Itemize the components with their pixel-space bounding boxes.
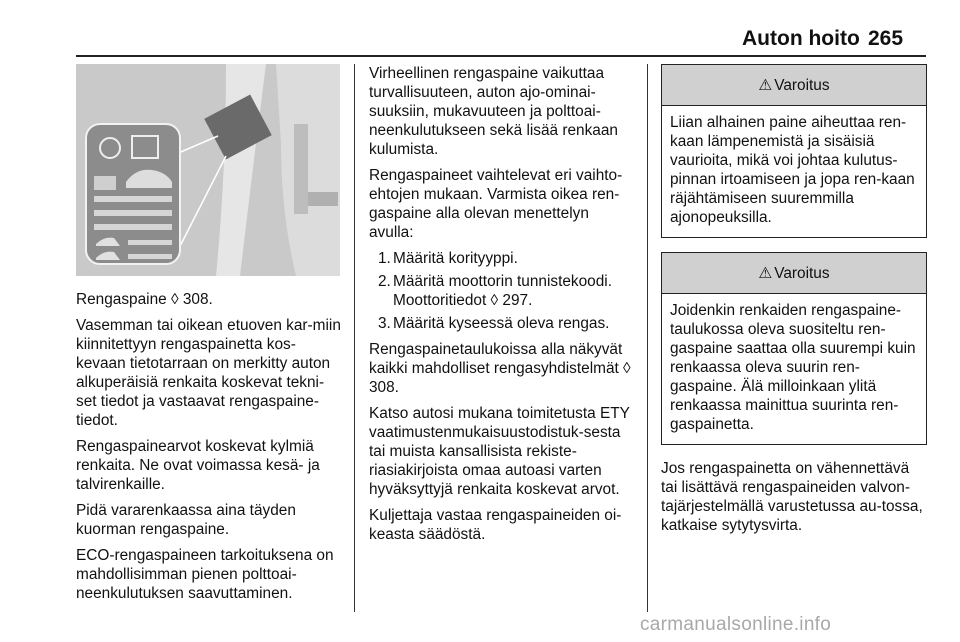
- warning-text: Liian alhainen paine aiheuttaa ren-kaan lämpenemistä ja sisäisiä vaurioita, mikä voi johtaa kulutus-pinnan irtoamiseen ja jopa ren-kaan räjähtämiseen suuremmilla ajonopeuksilla.: [670, 114, 915, 226]
- hinge-shape: [294, 124, 308, 214]
- header-rule: [76, 55, 926, 57]
- fuel-symbol-icon: [94, 176, 116, 190]
- warning-box: [661, 252, 927, 445]
- paragraph: Virheellinen rengaspaine vaikuttaa turvallisuuteen, auton ajo-ominai-suuksiin, mukavuuteen ja polttoai-neenkulutukseen sekä lisää renkaan kulumista.: [369, 65, 618, 158]
- warning-triangle-icon: ⚠: [758, 76, 773, 94]
- paragraph: ECO-rengaspaineen tarkoituksena on mahdollisimman pienen polttoai-neenkulutuksen saavuttaminen.: [76, 547, 334, 602]
- tire-pressure-label-illustration: [76, 64, 340, 276]
- list-item-text: Määritä moottorin tunnistekoodi. Moottoritiedot ◊ 297.: [393, 273, 613, 309]
- label-row: [128, 240, 172, 245]
- leader-line: [176, 136, 218, 154]
- paragraph-ref: Rengaspaine ◊ 308.: [76, 291, 213, 308]
- list-item-number: 1.: [378, 250, 391, 267]
- paragraph: Pidä vararenkaassa aina täyden kuorman rengaspaine.: [76, 502, 296, 538]
- paragraph: Rengaspainetaulukoissa alla näkyvät kaikki mahdolliset rengasyhdistelmät ◊ 308.: [369, 341, 631, 396]
- door-frame-shape: [216, 64, 266, 276]
- list-item-number: 3.: [378, 315, 391, 332]
- paragraph: Katso autosi mukana toimitetusta ETY vaatimustenmukaisuustodistuk-sesta tai muista kansallisista rekiste-riasiakirjoista omaa autoasi varten hyväksyttyjä renkaita koskevat arvot.: [369, 405, 630, 498]
- page-number: 265: [868, 27, 904, 50]
- warning-title: Varoitus: [774, 264, 830, 282]
- warning-triangle-icon: ⚠: [758, 264, 773, 282]
- list-item-text: Määritä korityyppi.: [393, 250, 518, 267]
- page-header: [0, 0, 960, 60]
- door-sticker: [204, 94, 272, 159]
- label-row: [94, 210, 172, 216]
- label-row: [94, 224, 172, 230]
- paragraph: Rengaspainearvot koskevat kylmiä renkaita. Ne ovat voimassa kesä- ja talvirenkaille.: [76, 438, 320, 493]
- hinge-pin: [308, 192, 338, 206]
- column-3: [661, 64, 927, 542]
- list-item: [369, 249, 637, 268]
- column-1: [76, 64, 342, 610]
- list-item: [369, 314, 637, 333]
- column-divider-1: [354, 64, 355, 612]
- section-title: Auton hoito: [742, 27, 860, 50]
- warning-title: Varoitus: [774, 76, 830, 94]
- paragraph: Vasemman tai oikean etuoven kar-miin kiinnitettyyn rengaspainetta kos-kevaan tietotarraan on merkitty auton alkuperäisiä renkaita koskevat tekni-set tiedot ja vastaavat rengaspaine-tiedot.: [76, 317, 341, 429]
- paragraph: Kuljettaja vastaa rengaspaineiden oi-keasta säädöstä.: [369, 507, 622, 543]
- list-item-number: 2.: [378, 273, 391, 290]
- warning-header: [662, 253, 926, 294]
- column-divider-2: [647, 64, 648, 612]
- label-row: [94, 196, 172, 202]
- warning-text: Joidenkin renkaiden rengaspaine-taulukossa oleva suositeltu ren-gaspaine saattaa olla suurempi kuin renkaassa oleva suurin ren-gaspaine. Älä milloinkaan ylitä renkaassa mainittua suurinta ren-gaspainetta.: [670, 302, 916, 433]
- label-row: [128, 254, 172, 259]
- tire-pressure-label-drawing: [76, 64, 340, 276]
- warning-header: [662, 65, 926, 106]
- list-item: [369, 272, 637, 310]
- column-2: [369, 64, 637, 551]
- warning-box: [661, 64, 927, 238]
- paragraph: Jos rengaspainetta on vähennettävä tai lisättävä rengaspaineiden valvon-tajärjestelmällä varustetussa au-tossa, katkaise sytytysvirta.: [661, 460, 923, 534]
- watermark: carmanualsonline.info: [640, 614, 832, 635]
- list-item-text: Määritä kyseessä oleva rengas.: [393, 315, 610, 332]
- leader-line: [176, 156, 226, 254]
- paragraph: Rengaspaineet vaihtelevat eri vaihto-ehtojen mukaan. Varmista oikea ren-gaspaine alla olevan menettelyn avulla:: [369, 167, 623, 241]
- steps-list: [369, 249, 637, 333]
